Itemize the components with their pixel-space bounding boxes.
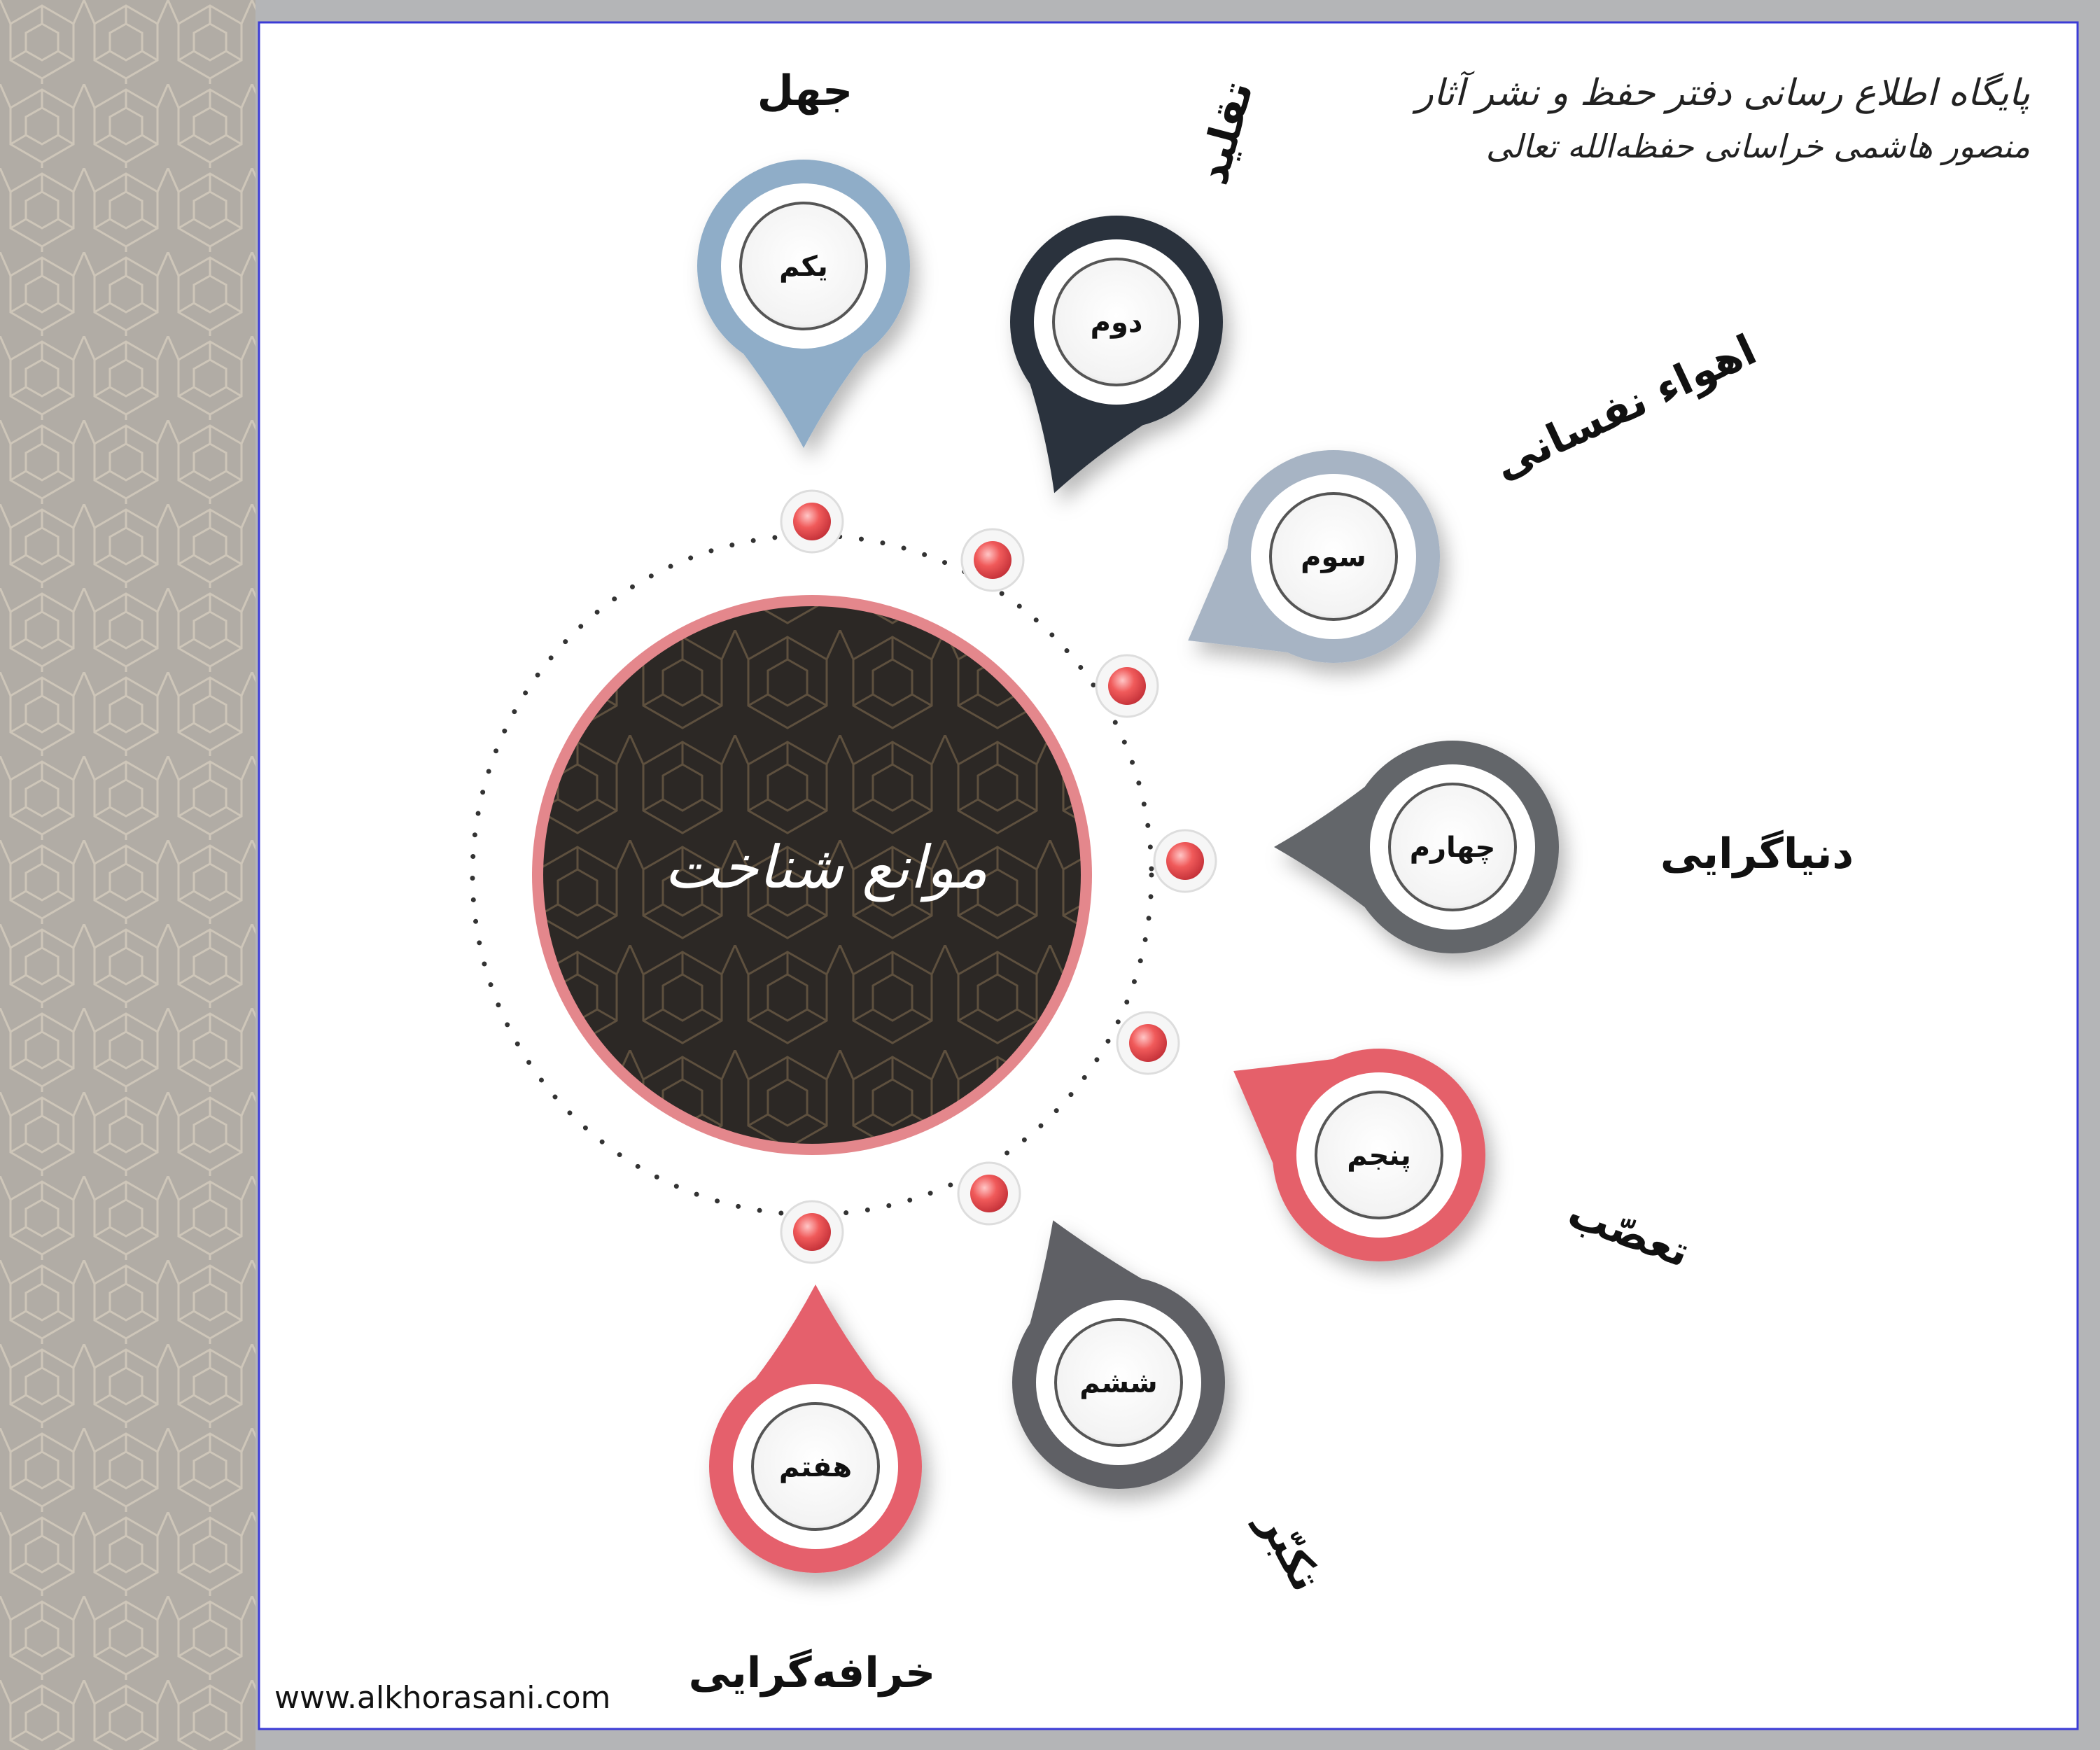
pin-ordinal: پنجم bbox=[1347, 1140, 1411, 1172]
pin-label: جهل bbox=[757, 66, 853, 115]
header-line-2: منصور هاشمی خراسانی حفظه‌الله تعالی bbox=[1485, 127, 2030, 165]
pin-label: دنیاگرایی bbox=[1660, 830, 1854, 878]
pin-ordinal: یکم bbox=[779, 251, 828, 283]
connector-ball bbox=[793, 503, 831, 540]
center-disc bbox=[532, 595, 1092, 1155]
pin-ordinal: ششم bbox=[1079, 1367, 1158, 1399]
connector-ball bbox=[1129, 1024, 1167, 1062]
pin-ordinal: دوم bbox=[1090, 307, 1143, 339]
pin-ordinal: چهارم bbox=[1409, 832, 1496, 864]
connector-ball bbox=[1108, 667, 1146, 705]
connector-ball bbox=[1166, 842, 1204, 880]
header-line-1: پایگاه اطلاع رسانی دفتر حفظ و نشر آثار bbox=[1415, 72, 2030, 114]
pin-label: تکبّر bbox=[1248, 1502, 1331, 1600]
pin-label: تعصّب bbox=[1561, 1188, 1696, 1278]
website-url[interactable]: www.alkhorasani.com bbox=[274, 1680, 611, 1716]
center-title: موانع شناخت bbox=[664, 833, 988, 902]
pin-label: تقلید bbox=[1188, 76, 1263, 190]
patterned-side-band bbox=[0, 0, 255, 1750]
pin-label: خرافه‌گرایی bbox=[688, 1648, 936, 1698]
pin-ordinal: هفتم bbox=[778, 1451, 853, 1483]
pin-ordinal: سوم bbox=[1301, 541, 1366, 573]
connector-ball bbox=[970, 1175, 1008, 1212]
connector-ball bbox=[974, 541, 1011, 579]
connector-ball bbox=[793, 1213, 831, 1251]
pin-label: اهواء نفسانی bbox=[1486, 325, 1764, 490]
